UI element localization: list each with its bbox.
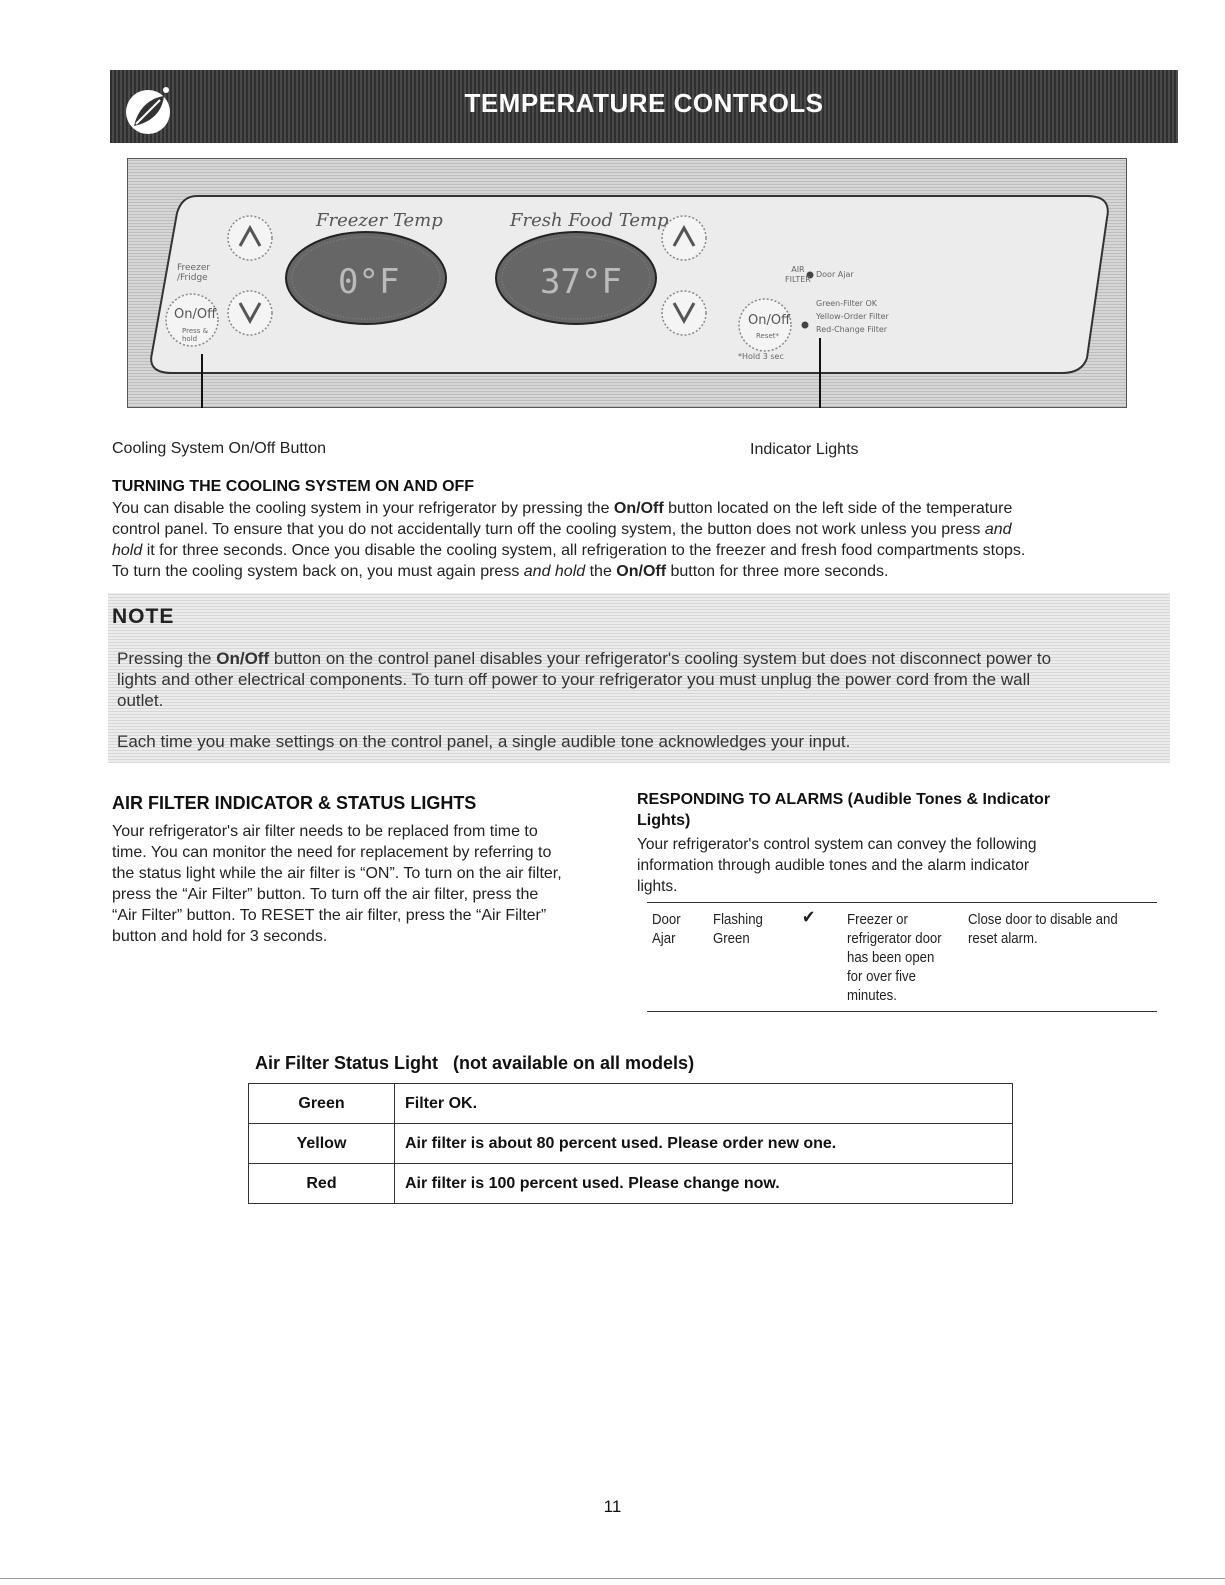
on-off-right-label: On/Off [748, 313, 791, 328]
air-filter-line: Your refrigerator's air filter needs to be replaced from time to [112, 823, 538, 840]
indicator-lights-caption: Indicator Lights [750, 441, 859, 458]
red-change-filter-label: Red-Change Filter [816, 325, 888, 334]
cooling-button-caption: Cooling System On/Off Button [112, 440, 327, 457]
status-color-cell: Green [249, 1084, 395, 1124]
press-hold-label: Press & hold [182, 327, 209, 343]
bottom-rule [0, 1578, 1225, 1579]
status-color-cell: Yellow [249, 1124, 395, 1164]
freezer-fridge-label: Freezer /Fridge [177, 263, 211, 283]
note-line-4: Each time you make settings on the control panel, a single audible tone acknowledges your input. [117, 732, 851, 751]
cooling-section-heading: TURNING THE COOLING SYSTEM ON AND OFF [112, 478, 475, 495]
note-line-1: Pressing the On/Off button on the control panel disables your refrigerator's cooling system but does not disconnect power to [117, 649, 1052, 668]
table-row [249, 1124, 1013, 1164]
control-panel-diagram [127, 158, 1127, 408]
green-filter-ok-label: Green-Filter OK [816, 299, 878, 308]
cooling-line-3: hold it for three seconds. Once you disable the cooling system, all refrigeration to the freezer and fresh food compartments stops. [112, 542, 1026, 559]
alarms-line: information through audible tones and the alarm indicator [637, 857, 1030, 874]
air-filter-line: “Air Filter” button. To RESET the air filter, press the “Air Filter” [112, 907, 547, 924]
leaf-logo-icon [120, 82, 176, 138]
page-title: TEMPERATURE CONTROLS [464, 88, 824, 118]
note-line-3: outlet. [117, 691, 164, 710]
status-desc-cell: Air filter is 100 percent used. Please change now. [395, 1164, 1013, 1204]
table-row [249, 1084, 1013, 1124]
status-desc-cell: Air filter is about 80 percent used. Please order new one. [395, 1124, 1013, 1164]
note-line-2: lights and other electrical components. To turn off power to your refrigerator you must unplug the power cord from the wall [117, 670, 1031, 689]
cooling-line-2: control panel. To ensure that you do not accidentally turn off the cooling system, the button does not work unless you press and [112, 521, 1012, 538]
fresh-food-temp-label: Fresh Food Temp [510, 210, 669, 231]
alarm-table-bottom-rule [647, 1011, 1157, 1012]
alarms-heading-line-1: RESPONDING TO ALARMS (Audible Tones & Indicator [637, 791, 1051, 808]
status-light-table [248, 1083, 1013, 1204]
filter-status-light [802, 322, 809, 329]
freezer-up-button[interactable] [228, 216, 272, 260]
alarm-light-cell: Flashing Green [713, 911, 763, 947]
freezer-display-value: 0°F [338, 262, 400, 302]
alarms-line: lights. [637, 878, 678, 895]
fresh-display-value: 37°F [540, 262, 622, 302]
hold-note-label: *Hold 3 sec [738, 352, 784, 361]
header-banner [110, 70, 1178, 143]
note-title: NOTE [112, 605, 175, 628]
reset-label: Reset* [756, 332, 780, 340]
status-table-title: Air Filter Status Light (not available on all models) [255, 1053, 695, 1073]
cooling-section-body [112, 498, 1182, 582]
air-filter-body [112, 821, 612, 947]
fresh-food-down-button[interactable] [662, 291, 706, 335]
page-number: 11 [603, 1497, 622, 1516]
air-filter-line: the status light while the air filter is “ON”. To turn on the air filter, [112, 865, 562, 882]
cooling-line-4: To turn the cooling system back on, you must again press and hold the On/Off button for three more seconds. [112, 563, 889, 580]
on-off-left-label: On/Off [174, 307, 217, 322]
alarm-table-top-rule [647, 902, 1157, 903]
yellow-order-filter-label: Yellow-Order Filter [816, 312, 889, 321]
freezer-temp-label: Freezer Temp [316, 210, 443, 231]
air-filter-heading: AIR FILTER INDICATOR & STATUS LIGHTS [112, 793, 477, 813]
air-filter-label: AIR FILTER [785, 265, 811, 284]
alarms-line: Your refrigerator's control system can convey the following [637, 836, 1037, 853]
alarm-cause-cell: Freezer or refrigerator door has been open for over five minutes. [847, 911, 942, 1004]
door-ajar-label: Door Ajar [816, 270, 854, 279]
alarm-action-cell: Close door to disable and reset alarm. [968, 911, 1118, 947]
air-filter-line: press the “Air Filter” button. To turn off the air filter, press the [112, 886, 539, 903]
alarms-heading-line-2: Lights) [637, 812, 691, 829]
status-desc-cell: Filter OK. [395, 1084, 1013, 1124]
alarm-condition-cell: Door Ajar [652, 911, 681, 947]
cooling-line-1: You can disable the cooling system in your refrigerator by pressing the On/Off button located on the left side of the temperature [112, 500, 1013, 517]
table-row [249, 1164, 1013, 1204]
air-filter-line: button and hold for 3 seconds. [112, 928, 328, 945]
check-mark-icon: ✔ [802, 907, 816, 927]
status-color-cell: Red [249, 1164, 395, 1204]
air-filter-line: time. You can monitor the need for replacement by referring to [112, 844, 552, 861]
alarms-body [637, 834, 1167, 897]
freezer-down-button[interactable] [228, 291, 272, 335]
